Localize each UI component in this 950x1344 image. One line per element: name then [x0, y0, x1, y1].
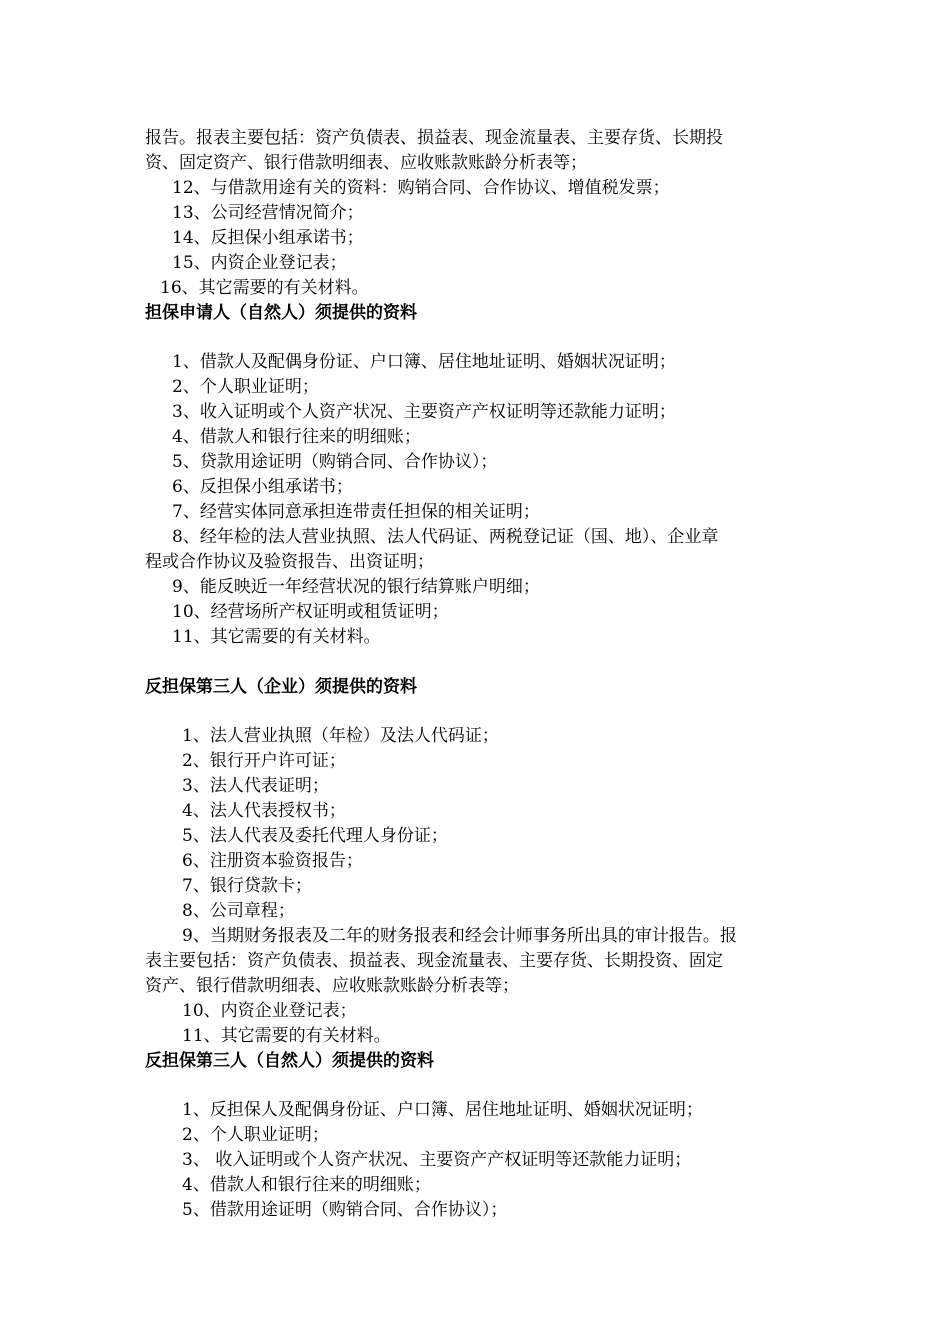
list-item: 1、借款人及配偶身份证、户口簿、居住地址证明、婚姻状况证明；	[172, 352, 676, 372]
list-item: 16、其它需要的有关材料。	[160, 278, 369, 298]
section-heading: 反担保第三人（企业）须提供的资料	[145, 677, 417, 697]
list-item: 7、经营实体同意承担连带责任担保的相关证明；	[172, 502, 540, 522]
list-item: 10、内资企业登记表；	[182, 1001, 357, 1021]
list-item: 9、能反映近一年经营状况的银行结算账户明细；	[172, 577, 540, 597]
text-line: 程或合作协议及验资报告、出资证明；	[145, 552, 434, 572]
list-item: 4、借款人和银行往来的明细账；	[172, 427, 421, 447]
text-line: 资、固定资产、银行借款明细表、应收账款账龄分析表等；	[145, 153, 587, 173]
list-item: 2、银行开户许可证；	[182, 751, 346, 771]
list-item: 5、借款用途证明（购销合同、合作协议）；	[182, 1200, 508, 1220]
text-line: 表主要包括：资产负债表、损益表、现金流量表、主要存货、长期投资、固定	[145, 951, 723, 971]
list-item: 12、与借款用途有关的资料：购销合同、合作协议、增值税发票；	[172, 178, 670, 198]
text-line: 报告。报表主要包括：资产负债表、损益表、现金流量表、主要存货、长期投	[145, 128, 723, 148]
list-item: 3、收入证明或个人资产状况、主要资产产权证明等还款能力证明；	[172, 402, 676, 422]
section-heading: 担保申请人（自然人）须提供的资料	[145, 303, 417, 323]
list-item: 13、公司经营情况简介；	[172, 203, 364, 223]
list-item: 14、反担保小组承诺书；	[172, 228, 364, 248]
list-item: 8、公司章程；	[182, 901, 295, 921]
list-item: 1、反担保人及配偶身份证、户口簿、居住地址证明、婚姻状况证明；	[182, 1100, 703, 1120]
list-item: 15、内资企业登记表；	[172, 253, 347, 273]
list-item: 2、个人职业证明；	[172, 377, 319, 397]
section-heading: 反担保第三人（自然人）须提供的资料	[145, 1051, 434, 1071]
list-item: 5、法人代表及委托代理人身份证；	[182, 826, 448, 846]
list-item: 6、注册资本验资报告；	[182, 851, 363, 871]
list-item: 10、经营场所产权证明或租赁证明；	[172, 602, 449, 622]
list-item: 11、其它需要的有关材料。	[172, 627, 381, 647]
list-item: 3、 收入证明或个人资产状况、主要资产产权证明等还款能力证明；	[182, 1150, 692, 1170]
list-item: 7、银行贷款卡；	[182, 876, 312, 896]
list-item: 4、法人代表授权书；	[182, 801, 346, 821]
list-item: 2、个人职业证明；	[182, 1125, 329, 1145]
list-item: 6、反担保小组承诺书；	[172, 477, 353, 497]
list-item: 11、其它需要的有关材料。	[182, 1026, 391, 1046]
list-item: 5、贷款用途证明（购销合同、合作协议）；	[172, 452, 498, 472]
list-item: 1、法人营业执照（年检）及法人代码证；	[182, 726, 499, 746]
list-item: 3、法人代表证明；	[182, 776, 329, 796]
list-item: 4、借款人和银行往来的明细账；	[182, 1175, 431, 1195]
list-item: 9、当期财务报表及二年的财务报表和经会计师事务所出具的审计报告。报	[182, 926, 737, 946]
text-line: 资产、银行借款明细表、应收账款账龄分析表等；	[145, 976, 519, 996]
list-item: 8、经年检的法人营业执照、法人代码证、两税登记证（国、地）、企业章	[172, 527, 719, 547]
